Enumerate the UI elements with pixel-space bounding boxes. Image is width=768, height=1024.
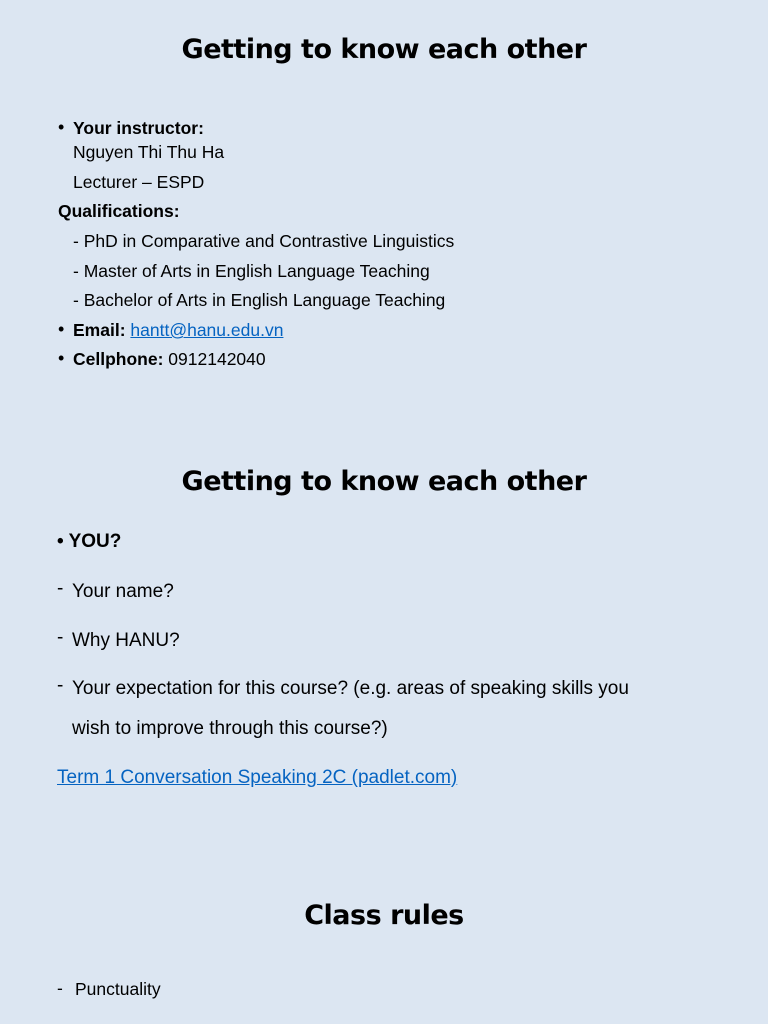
slide3-title: Class rules — [304, 900, 464, 931]
cellphone-label: Cellphone: — [73, 349, 164, 369]
dash-marker: - — [57, 627, 64, 648]
you-label: YOU? — [68, 531, 122, 552]
cellphone-bullet: • — [58, 348, 65, 368]
rule-item: Punctuality — [75, 979, 161, 999]
qualification-item: - Bachelor of Arts in English Language Teaching — [73, 290, 446, 310]
email-label: Email: — [73, 320, 126, 340]
slide2-title: Getting to know each other — [181, 466, 587, 497]
question-item: Why HANU? — [72, 630, 180, 651]
cellphone-row — [73, 348, 266, 370]
email-bullet: • — [58, 319, 65, 339]
you-item — [57, 530, 121, 554]
qualification-item: - PhD in Comparative and Contrastive Linguistics — [73, 231, 455, 251]
qualifications-label: Qualifications: — [58, 201, 180, 221]
dash-marker: - — [57, 578, 64, 599]
question-item: Your name? — [72, 581, 174, 602]
padlet-link[interactable]: Term 1 Conversation Speaking 2C (padlet.com) — [57, 767, 458, 788]
slide1-title: Getting to know each other — [181, 34, 587, 65]
email-row — [73, 319, 283, 341]
dash-marker: - — [57, 978, 63, 998]
email-link[interactable]: hantt@hanu.edu.vn — [130, 320, 284, 340]
you-bullet: • — [57, 531, 64, 552]
cellphone-value: 0912142040 — [168, 349, 266, 369]
instructor-name: Nguyen Thi Thu Ha — [73, 142, 225, 162]
question-item: Your expectation for this course? (e.g. areas of speaking skills you — [72, 678, 629, 699]
dash-marker: - — [57, 675, 64, 696]
instructor-position: Lecturer – ESPD — [73, 172, 205, 192]
qualification-item: - Master of Arts in English Language Teaching — [73, 261, 430, 281]
instructor-label: Your instructor: — [73, 118, 204, 138]
question-item-continued: wish to improve through this course?) — [72, 718, 388, 739]
instructor-bullet: • — [58, 117, 65, 137]
